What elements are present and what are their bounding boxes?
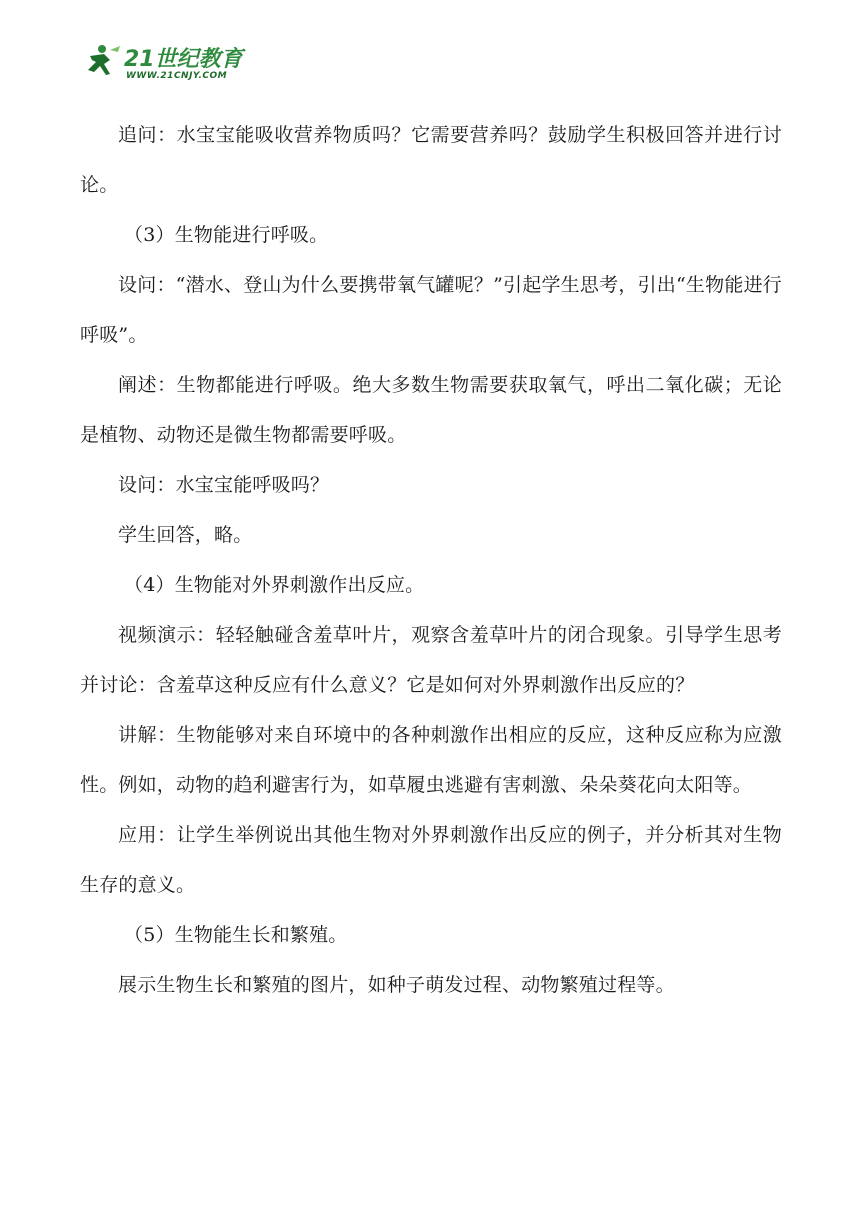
paragraph: 阐述：生物都能进行呼吸。绝大多数生物需要获取氧气，呼出二氧化碳；无论是植物、动物还是微生物都需要呼吸。 <box>80 374 782 446</box>
section-heading: （3）生物能进行呼吸。 <box>124 224 329 246</box>
site-logo <box>80 40 250 82</box>
paragraph: 讲解：生物能够对来自环境中的各种刺激作出相应的反应，这种反应称为应激性。例如，动物的趋利避害行为，如草履虫逃避有害刺激、朵朵葵花向太阳等。 <box>80 724 782 796</box>
section-heading: （5）生物能生长和繁殖。 <box>124 924 348 946</box>
document-body <box>80 110 782 1010</box>
paragraph: 追问：水宝宝能吸收营养物质吗？它需要营养吗？鼓励学生积极回答并进行讨论。 <box>80 124 782 196</box>
paragraph: 学生回答，略。 <box>118 524 253 546</box>
paragraph: 应用：让学生举例说出其他生物对外界刺激作出反应的例子，并分析其对生物生存的意义。 <box>80 824 782 896</box>
paragraph: 设问：水宝宝能呼吸吗？ <box>118 474 330 496</box>
paragraph: 设问：“潜水、登山为什么要携带氧气罐呢？”引起学生思考，引出“生物能进行呼吸”。 <box>80 274 782 346</box>
paragraph: 展示生物生长和繁殖的图片，如种子萌发过程、动物繁殖过程等。 <box>118 974 675 996</box>
runner-logo-icon <box>80 40 250 82</box>
section-heading: （4）生物能对外界刺激作出反应。 <box>124 574 425 596</box>
svg-text:21世纪教育: 21世纪教育 <box>124 47 243 72</box>
paragraph: 视频演示：轻轻触碰含羞草叶片，观察含羞草叶片的闭合现象。引导学生思考并讨论：含羞草这种反应有什么意义？它是如何对外界刺激作出反应的？ <box>80 624 782 696</box>
svg-text:WWW.21CNJY.COM: WWW.21CNJY.COM <box>126 71 228 81</box>
